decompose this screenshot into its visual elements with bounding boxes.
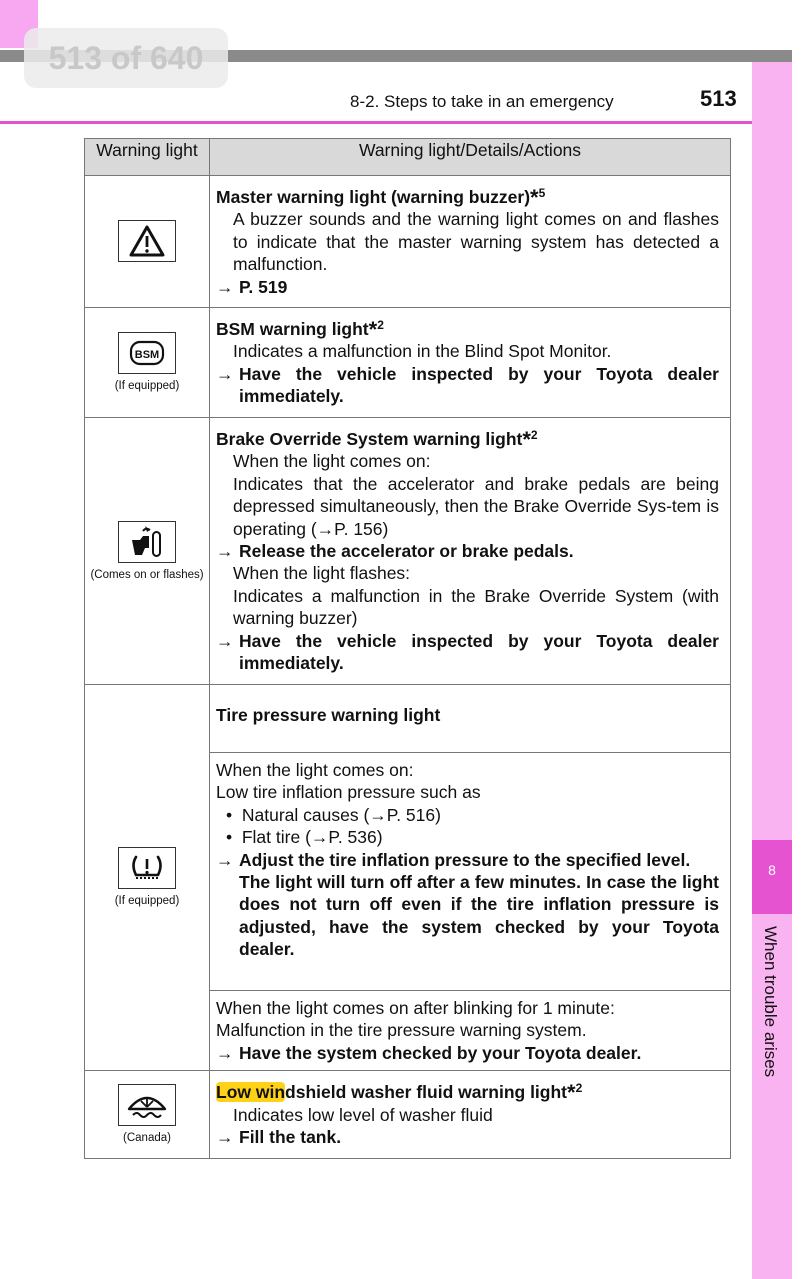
chapter-title: When trouble arises: [761, 926, 780, 1078]
page-reference-link[interactable]: P. 519: [239, 276, 288, 297]
arrow-icon: →: [216, 630, 234, 651]
row-description: Malfunction in the tire pressure warning system.: [216, 1020, 587, 1041]
condition-label: When the light comes on:: [216, 760, 414, 780]
table-header-row: [85, 139, 731, 176]
page-counter-overlay: 513 of 640: [24, 28, 228, 88]
page-reference-link[interactable]: P. 516): [386, 804, 441, 825]
details-cell: Master warning light (warning buzzer)*$^5$ A buzzer sounds and the warning light comes on and flashes to indicate that the master warning system has detected a malfunction. → P. 519: [210, 176, 731, 308]
washer-fluid-icon: [118, 1084, 176, 1126]
row-action: Have the vehicle inspected by your Toyota dealer immediately.: [239, 630, 719, 674]
details-cell: [210, 685, 731, 753]
table-row: [85, 176, 731, 308]
search-highlight[interactable]: Low win: [216, 1082, 286, 1103]
condition-label: When the light comes on:: [233, 451, 431, 472]
list-item: • Flat tire (→P. 536): [226, 827, 383, 848]
row-description: Indicates a malfunction in the Blind Spot Monitor.: [233, 341, 612, 362]
details-cell: Brake Override System warning light*$^2$ When the light comes on: Indicates that the accelerator and brake pedals are being depressed simultaneously, then the Brake Override Sys-tem is operating (→P. 156) → Release the accelerator or brake pedals. When the light flashes: Indicates a malfunction in the Brake Override System (with warning buzzer) → Have the vehicle inspected by your Toyota dealer immediately.: [210, 418, 731, 685]
bsm-icon-text: BSM: [134, 349, 160, 361]
row-title: Master warning light (warning buzzer): [216, 187, 531, 207]
row-description: Indicates low level of washer fluid: [233, 1104, 493, 1125]
header-warning-light: Warning light: [85, 139, 210, 176]
equipment-note: (If equipped): [114, 380, 180, 392]
row-description: Low tire inflation pressure such as: [216, 782, 481, 803]
header-rule: [0, 121, 752, 124]
header-details: Warning light/Details/Actions: [210, 139, 731, 176]
list-item: • Natural causes (→P. 516): [226, 804, 441, 825]
arrow-icon: →: [216, 541, 234, 562]
equipment-note: (Canada): [123, 1132, 171, 1145]
bsm-icon: [118, 332, 176, 374]
equipment-note: (Comes on or flashes): [90, 568, 204, 581]
row-action: Have the system checked by your Toyota dealer.: [239, 1042, 642, 1063]
table-row: [85, 308, 731, 418]
arrow-icon: →: [216, 276, 234, 297]
details-cell: BSM warning light*$^2$ Indicates a malfunction in the Blind Spot Monitor. → Have the vehicle inspected by your Toyota dealer immediately.: [210, 308, 731, 418]
row-action: Release the accelerator or brake pedals.: [239, 541, 574, 562]
page-reference-link[interactable]: P. 156): [334, 518, 389, 539]
master-warning-icon: [118, 220, 176, 262]
arrow-icon: →: [216, 849, 234, 870]
brake-override-icon: [118, 521, 176, 563]
row-title: dshield washer fluid warning light: [285, 1082, 567, 1103]
row-description: Indicates a malfunction in the Brake Override System (with warning buzzer): [233, 585, 719, 629]
icon-cell: [85, 685, 210, 1071]
equipment-note: (If equipped): [114, 895, 180, 908]
arrow-icon: →: [316, 518, 335, 539]
row-description: A buzzer sounds and the warning light comes on and flashes to indicate that the master warning system has detected a malfunction.: [233, 209, 719, 275]
condition-label: When the light comes on after blinking for 1 minute:: [216, 998, 615, 1018]
row-description: Indicates that the accelerator and brake pedals are being depressed simultaneously, then the Brake Override Sys-tem is operating (: [233, 473, 719, 539]
icon-cell: [85, 308, 210, 418]
section-title: 8-2. Steps to take in an emergency: [350, 92, 614, 111]
warning-light-table: [84, 138, 731, 1159]
row-action: Have the vehicle inspected by your Toyota dealer immediately.: [239, 363, 719, 407]
page-reference-link[interactable]: P. 536): [328, 827, 383, 848]
row-title: Tire pressure warning light: [216, 705, 441, 726]
tire-pressure-icon: [118, 847, 176, 889]
table-row: [85, 685, 731, 753]
table-row: [85, 1071, 731, 1159]
row-action: Adjust the tire inflation pressure to the specified level. The light will turn off after a few minutes. In case the light does not turn off even if the tire inflation pressure is adjusted, have the system checked by your Toyota dealer.: [239, 849, 719, 960]
arrow-icon: →: [216, 363, 234, 384]
icon-cell: [85, 1071, 210, 1159]
page-number: 513: [700, 86, 737, 111]
details-cell: [210, 753, 731, 991]
row-action: Fill the tank.: [239, 1127, 342, 1148]
chapter-number[interactable]: 8: [752, 840, 792, 914]
details-cell: Low windshield washer fluid warning light*$^2$ Indicates low level of washer fluid → Fill the tank.: [210, 1071, 731, 1159]
row-title: Brake Override System warning light: [216, 429, 523, 449]
arrow-icon: →: [216, 1042, 234, 1063]
details-cell: [210, 991, 731, 1071]
condition-label: When the light flashes:: [233, 563, 411, 584]
icon-cell: [85, 176, 210, 308]
chapter-side-tab: [752, 62, 792, 1279]
table-row: [85, 418, 731, 685]
row-title: BSM warning light: [216, 319, 369, 339]
arrow-icon: →: [216, 1127, 234, 1148]
icon-cell: [85, 418, 210, 685]
